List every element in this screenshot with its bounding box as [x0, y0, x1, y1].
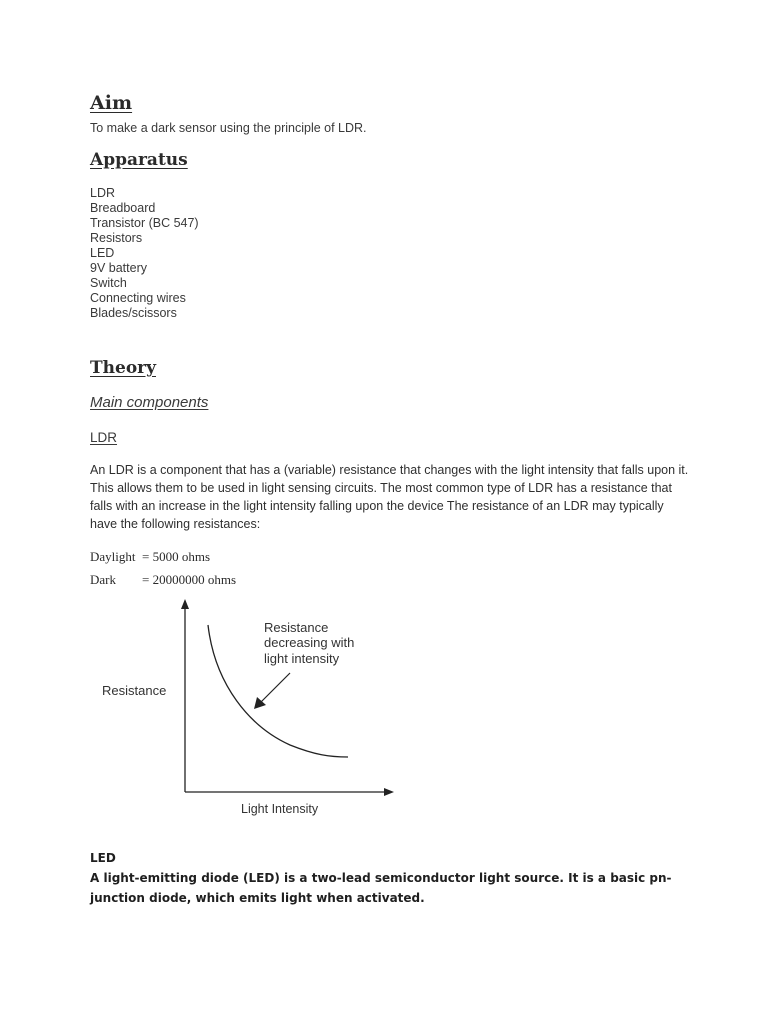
annotation-line-1: Resistance: [264, 620, 329, 635]
list-item: 9V battery: [90, 261, 147, 275]
led-label: LED: [90, 851, 116, 865]
ldr-label: LDR: [90, 430, 118, 445]
annotation-line-2: decreasing with: [264, 635, 355, 650]
list-item: Transistor (BC 547): [90, 216, 199, 230]
x-axis-label: Light Intensity: [241, 802, 319, 816]
list-item: Switch: [90, 276, 127, 290]
annotation-arrow-line: [260, 673, 290, 703]
condition-value: = 20000000 ohms: [142, 572, 237, 587]
list-item: LDR: [90, 186, 116, 200]
annotation-line-3: light intensity: [264, 651, 340, 666]
condition-value: = 5000 ohms: [142, 549, 211, 564]
main-components-subheading: Main components: [90, 394, 209, 411]
aim-heading: Aim: [90, 92, 133, 114]
list-item: Breadboard: [90, 201, 156, 215]
ldr-resistance-graph: [90, 595, 410, 825]
aim-text: To make a dark sensor using the principle of LDR.: [90, 121, 367, 135]
resistance-row-dark: [90, 572, 236, 588]
apparatus-list: [90, 186, 199, 321]
y-axis-label: Resistance: [102, 683, 167, 698]
x-axis-arrow: [384, 788, 394, 796]
resistance-row-daylight: [90, 549, 210, 565]
list-item: Resistors: [90, 231, 143, 245]
ldr-paragraph: An LDR is a component that has a (variable) resistance that changes with the light intensity that falls upon it. This allows them to be used in light sensing circuits. The most common type of LDR has a resistance that falls with an increase in the light intensity falling upon the device The resistance of an LDR may typically have the following resistances:: [90, 463, 689, 531]
theory-heading: Theory: [90, 358, 156, 378]
condition-label: Daylight: [90, 549, 136, 564]
condition-label: Dark: [90, 572, 116, 587]
y-axis-arrow: [181, 599, 189, 609]
list-item: Connecting wires: [90, 291, 186, 305]
list-item: LED: [90, 246, 115, 260]
list-item: Blades/scissors: [90, 306, 177, 320]
led-paragraph: A light-emitting diode (LED) is a two-lead semiconductor light source. It is a basic pn-junction diode, which emits light when activated.: [90, 871, 672, 905]
apparatus-heading: Apparatus: [90, 150, 188, 170]
